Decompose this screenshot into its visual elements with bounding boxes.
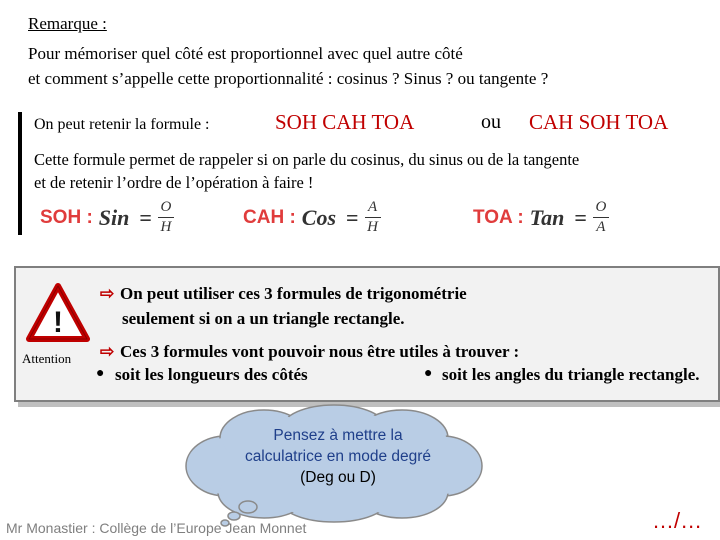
warning-icon-mark: !: [53, 306, 63, 339]
fraction-denominator: A: [596, 219, 606, 235]
cloud-text: [210, 425, 466, 488]
bullet-icon: ●: [424, 366, 433, 381]
formula-equals: =: [346, 204, 359, 230]
formula-soh: [40, 199, 174, 236]
formula-function: Tan: [529, 204, 565, 230]
fraction-numerator: O: [595, 199, 607, 215]
remark-line-1: Pour mémoriser quel côté est proportionnel avec quel autre côté: [28, 44, 463, 63]
formula-function: Sin: [98, 204, 130, 230]
warning-line-2: seulement si on a un triangle rectangle.: [122, 309, 405, 328]
fraction-denominator: H: [160, 219, 172, 235]
fraction-bar: [158, 217, 174, 218]
mnemonic-or: ou: [481, 111, 501, 133]
formula-function: Cos: [301, 204, 337, 230]
warning-line-3: Ces 3 formules vont pouvoir nous être utiles à trouver :: [120, 342, 520, 361]
cloud-line-1: Pensez à mettre la: [273, 427, 403, 444]
explanation-line-2: et de retenir l’ordre de l’opération à faire !: [34, 173, 314, 192]
arrow-2-icon: ⇨: [100, 342, 115, 361]
fraction-denominator: H: [367, 219, 378, 235]
cloud-line-3: (Deg ou D): [300, 469, 376, 486]
warning-label: Attention: [22, 351, 72, 366]
cloud-line-2: calculatrice en mode degré: [244, 448, 432, 465]
formula-equals: =: [139, 204, 152, 230]
formula-fraction: [158, 199, 174, 236]
retain-label: On peut retenir la formule :: [34, 116, 210, 133]
formula-equals: =: [574, 204, 587, 230]
formula-label: TOA :: [473, 206, 524, 228]
formula-label: SOH :: [40, 206, 93, 228]
margin-bar: [18, 112, 22, 235]
fraction-numerator: A: [367, 199, 378, 215]
fraction-numerator: O: [160, 199, 172, 215]
footer-author: Mr Monastier : Collège de l’Europe Jean Monnet: [6, 520, 307, 536]
mnemonic-second: CAH SOH TOA: [529, 110, 669, 134]
formula-cah: [243, 199, 381, 236]
warning-item-1: soit les longueurs des côtés: [115, 365, 308, 384]
formula-fraction: [593, 199, 609, 236]
mnemonic-first: SOH CAH TOA: [275, 110, 415, 134]
warning-icon: [26, 282, 90, 344]
fraction-bar: [365, 217, 381, 218]
explanation: [34, 148, 579, 194]
formula-label: CAH :: [243, 206, 296, 228]
fraction-bar: [593, 217, 609, 218]
warning-line-1: On peut utiliser ces 3 formules de trigonométrie: [120, 284, 467, 303]
bullet-icon: ●: [96, 366, 105, 381]
warning-item-2: soit les angles du triangle rectangle.: [442, 365, 700, 384]
remark-title: Remarque :: [28, 14, 107, 33]
formula-fraction: [365, 199, 381, 236]
explanation-line-1: Cette formule permet de rappeler si on parle du cosinus, du sinus ou de la tangente: [34, 150, 580, 169]
remark-intro: [28, 41, 548, 91]
remark-line-2: et comment s’appelle cette proportionnalité : cosinus ? Sinus ? ou tangente ?: [28, 69, 549, 88]
arrow-1-icon: ⇨: [100, 284, 115, 303]
continued-marker: …/…: [652, 508, 703, 533]
formula-toa: [473, 199, 609, 236]
